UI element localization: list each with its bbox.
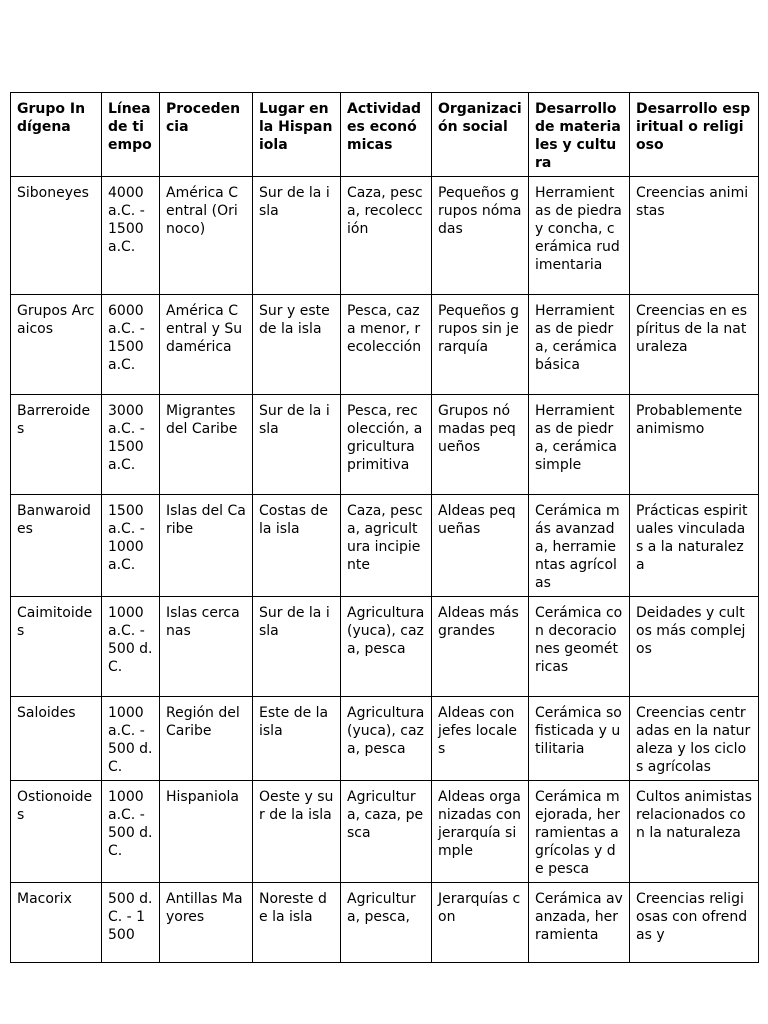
cell-actividades: Pesca, caza menor, recolección: [341, 295, 432, 395]
cell-lugar: Sur y este de la isla: [253, 295, 341, 395]
cell-tiempo: 500 d.C. - 1500: [102, 883, 160, 963]
cell-lugar: Costas de la isla: [253, 495, 341, 597]
cell-actividades: Agricultura (yuca), caza, pesca: [341, 697, 432, 781]
header-lugar: Lugar en la Hispaniola: [253, 93, 341, 177]
header-grupo-indigena: Grupo Indígena: [11, 93, 102, 177]
cell-procedencia: Islas cercanas: [160, 597, 253, 697]
cell-tiempo: 1000 a.C. - 500 d.C.: [102, 697, 160, 781]
cell-grupo: Ostionoides: [11, 781, 102, 883]
cell-lugar: Sur de la isla: [253, 395, 341, 495]
cell-organizacion: Aldeas pequeñas: [432, 495, 529, 597]
cell-materiales: Cerámica más avanzada, herramientas agrícolas: [529, 495, 630, 597]
cell-espiritual: Probablemente animismo: [630, 395, 759, 495]
cell-tiempo: 3000 a.C. - 1500 a.C.: [102, 395, 160, 495]
cell-procedencia: América Central (Orinoco): [160, 177, 253, 295]
document-page: [10, 92, 758, 943]
cell-materiales: Cerámica con decoraciones geométricas: [529, 597, 630, 697]
cell-espiritual: Creencias religiosas con ofrendas y: [630, 883, 759, 963]
header-actividades: Actividades económicas: [341, 93, 432, 177]
cell-organizacion: Grupos nómadas pequeños: [432, 395, 529, 495]
cell-actividades: Agricultura (yuca), caza, pesca: [341, 597, 432, 697]
cell-lugar: Sur de la isla: [253, 177, 341, 295]
table-row: [11, 697, 759, 781]
header-espiritual: Desarrollo espiritual o religioso: [630, 93, 759, 177]
cell-espiritual: Creencias en espíritus de la naturaleza: [630, 295, 759, 395]
cell-grupo: Banwaroides: [11, 495, 102, 597]
cell-actividades: Agricultura, caza, pesca: [341, 781, 432, 883]
cell-grupo: Macorix: [11, 883, 102, 963]
cell-procedencia: Migrantes del Caribe: [160, 395, 253, 495]
cell-materiales: Herramientas de piedra y concha, cerámica rudimentaria: [529, 177, 630, 295]
cell-organizacion: Aldeas organizadas con jerarquía simple: [432, 781, 529, 883]
cell-espiritual: Creencias centradas en la naturaleza y los ciclos agrícolas: [630, 697, 759, 781]
cell-grupo: Grupos Arcaicos: [11, 295, 102, 395]
cell-actividades: Caza, pesca, agricultura incipiente: [341, 495, 432, 597]
cell-organizacion: Aldeas con jefes locales: [432, 697, 529, 781]
header-linea-de-tiempo: Línea de tiempo: [102, 93, 160, 177]
cell-actividades: Caza, pesca, recolección: [341, 177, 432, 295]
cell-grupo: Saloides: [11, 697, 102, 781]
cell-procedencia: Islas del Caribe: [160, 495, 253, 597]
table-row: [11, 597, 759, 697]
cell-grupo: Barreroides: [11, 395, 102, 495]
cell-grupo: Siboneyes: [11, 177, 102, 295]
cell-espiritual: Creencias animistas: [630, 177, 759, 295]
cell-materiales: Herramientas de piedra, cerámica básica: [529, 295, 630, 395]
table-header-row: [11, 93, 759, 177]
cell-lugar: Noreste de la isla: [253, 883, 341, 963]
table-row: [11, 177, 759, 295]
cell-organizacion: Jerarquías con: [432, 883, 529, 963]
cell-tiempo: 1500 a.C. - 1000 a.C.: [102, 495, 160, 597]
cell-materiales: Cerámica sofisticada y utilitaria: [529, 697, 630, 781]
table-row: [11, 495, 759, 597]
cell-tiempo: 1000 a.C. - 500 d.C.: [102, 781, 160, 883]
cell-materiales: Cerámica mejorada, herramientas agrícolas y de pesca: [529, 781, 630, 883]
table-row: [11, 883, 759, 963]
cell-organizacion: Pequeños grupos nómadas: [432, 177, 529, 295]
cell-lugar: Sur de la isla: [253, 597, 341, 697]
cell-materiales: Herramientas de piedra, cerámica simple: [529, 395, 630, 495]
cell-organizacion: Pequeños grupos sin jerarquía: [432, 295, 529, 395]
cell-grupo: Caimitoides: [11, 597, 102, 697]
cell-espiritual: Prácticas espirituales vinculadas a la naturaleza: [630, 495, 759, 597]
cell-procedencia: Hispaniola: [160, 781, 253, 883]
cell-actividades: Agricultura, pesca,: [341, 883, 432, 963]
header-procedencia: Procedencia: [160, 93, 253, 177]
cell-procedencia: América Central y Sudamérica: [160, 295, 253, 395]
cell-espiritual: Deidades y cultos más complejos: [630, 597, 759, 697]
cell-actividades: Pesca, recolección, agricultura primitiva: [341, 395, 432, 495]
indigenous-groups-table: [10, 92, 759, 963]
cell-materiales: Cerámica avanzada, herramienta: [529, 883, 630, 963]
cell-tiempo: 4000 a.C. - 1500 a.C.: [102, 177, 160, 295]
cell-tiempo: 6000 a.C. - 1500 a.C.: [102, 295, 160, 395]
cell-espiritual: Cultos animistas relacionados con la naturaleza: [630, 781, 759, 883]
cell-organizacion: Aldeas más grandes: [432, 597, 529, 697]
cell-procedencia: Antillas Mayores: [160, 883, 253, 963]
header-materiales-cultura: Desarrollo de materiales y cultura: [529, 93, 630, 177]
cell-lugar: Oeste y sur de la isla: [253, 781, 341, 883]
cell-procedencia: Región del Caribe: [160, 697, 253, 781]
header-organizacion: Organización social: [432, 93, 529, 177]
table-row: [11, 781, 759, 883]
cell-tiempo: 1000 a.C. - 500 d.C.: [102, 597, 160, 697]
cell-lugar: Este de la isla: [253, 697, 341, 781]
table-row: [11, 295, 759, 395]
table-row: [11, 395, 759, 495]
